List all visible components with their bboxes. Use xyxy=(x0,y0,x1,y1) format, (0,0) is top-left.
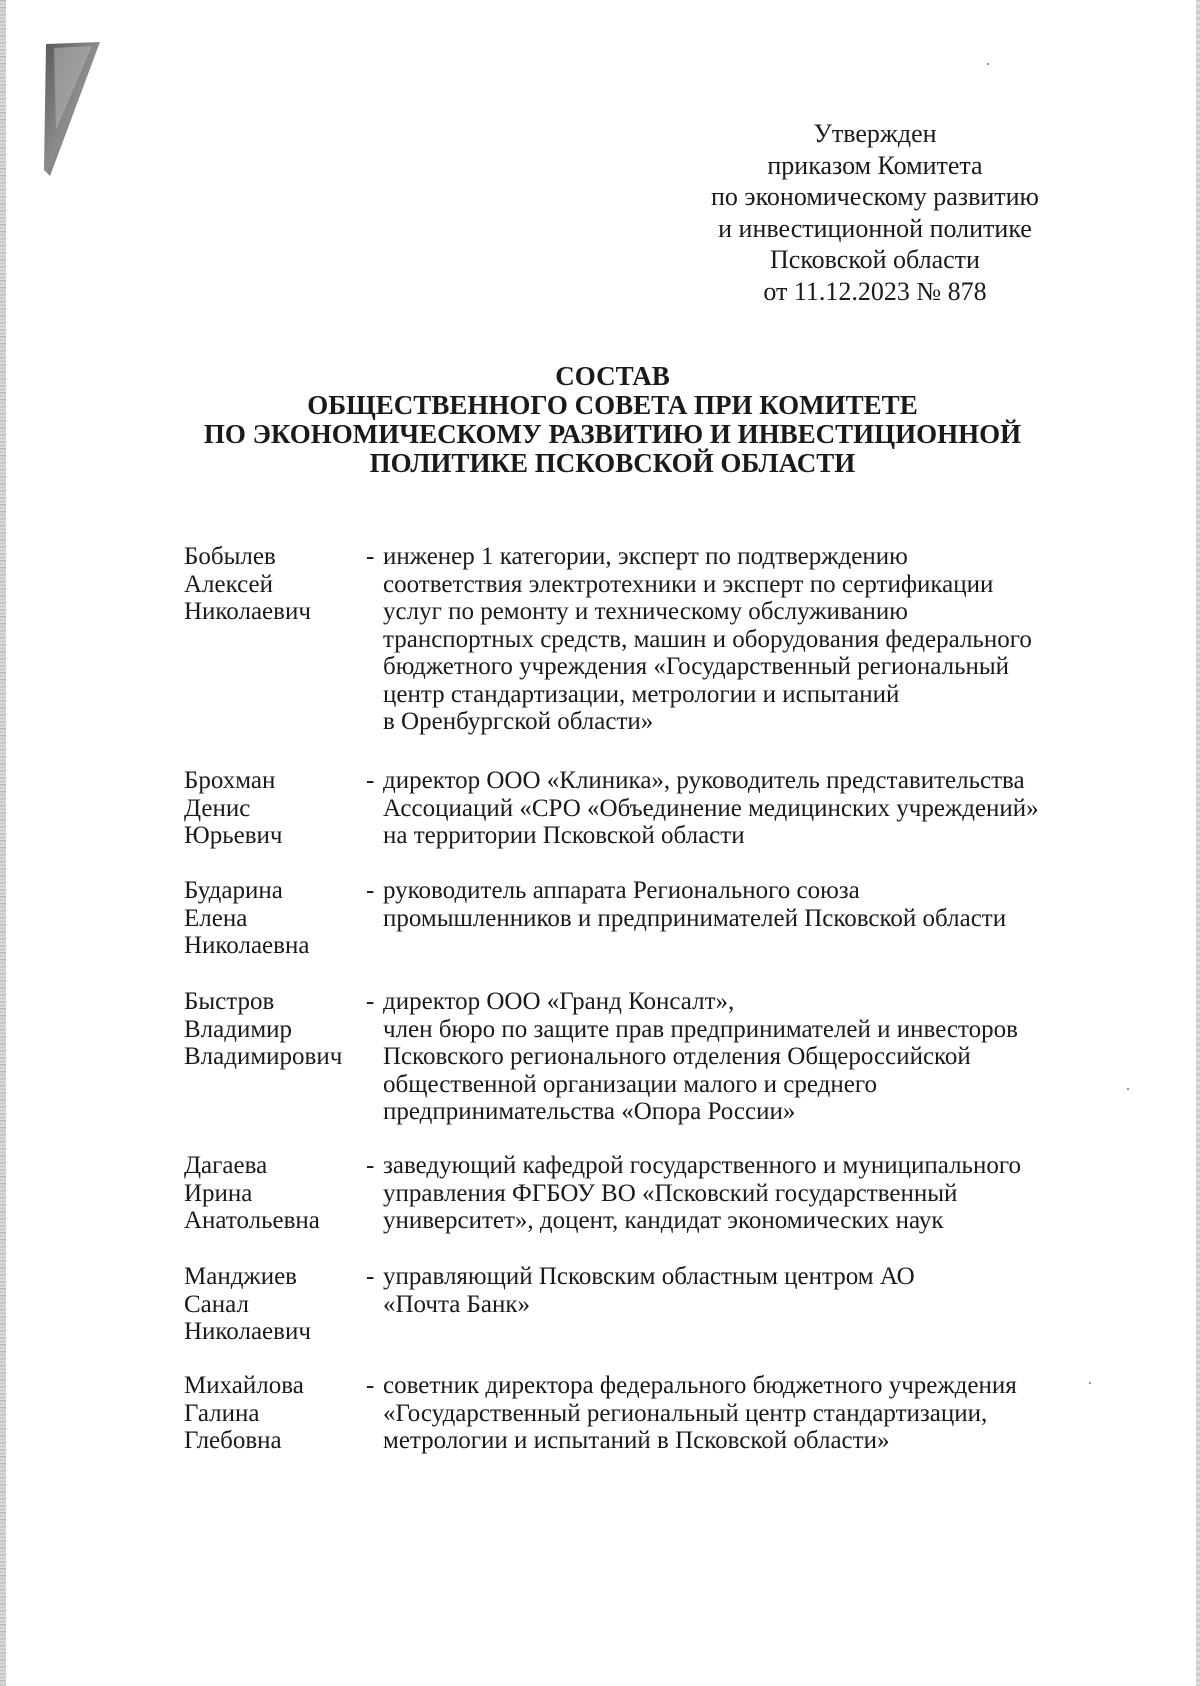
dash: - xyxy=(366,1263,375,1290)
patronymic: Владимирович xyxy=(184,1043,343,1070)
dash: - xyxy=(366,1152,375,1179)
first-name: Владимир xyxy=(184,1015,293,1043)
dash: - xyxy=(366,1372,375,1399)
surname: Брохман xyxy=(184,767,276,794)
approval-line: Псковской области xyxy=(770,245,980,274)
description-line: услуг по ремонту и техническому обслуживанию xyxy=(383,598,908,625)
surname: Михайлова xyxy=(184,1372,304,1399)
title-line: ПОЛИТИКЕ ПСКОВСКОЙ ОБЛАСТИ xyxy=(369,448,856,478)
description-line: соответствия электротехники и эксперт по сертификации xyxy=(383,570,994,598)
description-line: заведующий кафедрой государственного и муниципального xyxy=(383,1152,1021,1179)
member-description xyxy=(383,1372,1103,1455)
patronymic: Николаевич xyxy=(184,1318,311,1345)
member-name xyxy=(184,877,364,960)
member-name xyxy=(184,988,364,1071)
member-description xyxy=(383,543,1103,736)
corner-staple-mark-icon xyxy=(42,40,104,178)
member-name xyxy=(184,543,364,626)
surname: Бобылев xyxy=(184,543,276,570)
description-line: университет», доцент, кандидат экономических наук xyxy=(383,1207,944,1234)
scan-edge-right xyxy=(1196,0,1200,1686)
description-line: центр стандартизации, метрологии и испытаний xyxy=(383,680,900,708)
dash: - xyxy=(366,988,375,1015)
approval-line: приказом Комитета xyxy=(767,150,983,180)
description-line: на территории Псковской области xyxy=(383,822,745,849)
scan-edge-left xyxy=(0,0,6,1686)
dash: - xyxy=(366,767,375,794)
description-line: член бюро по защите прав предпринимателей и инвесторов xyxy=(383,1015,1018,1043)
first-name: Галина xyxy=(184,1399,260,1427)
member-description xyxy=(383,988,1103,1126)
description-line: руководитель аппарата Регионального союза xyxy=(383,877,860,904)
description-line: «Государственный региональный центр стандартизации, xyxy=(383,1399,988,1427)
first-name: Денис xyxy=(184,794,251,822)
surname: Быстров xyxy=(184,988,275,1015)
member-name xyxy=(184,767,364,850)
first-name: Алексей xyxy=(184,570,274,598)
description-line: транспортных средств, машин и оборудования федерального xyxy=(383,625,1032,653)
member-name xyxy=(184,1372,364,1455)
description-line: директор ООО «Клиника», руководитель представительства xyxy=(383,767,1025,794)
approval-line: по экономическому развитию xyxy=(711,182,1039,211)
patronymic: Николаевич xyxy=(184,598,311,625)
description-line: управляющий Псковским областным центром АО xyxy=(383,1263,915,1290)
member-description xyxy=(383,877,1103,932)
member-description xyxy=(383,1152,1103,1235)
description-line: директор ООО «Гранд Консалт», xyxy=(383,988,735,1015)
patronymic: Николаевна xyxy=(184,932,310,959)
description-line: общественной организации малого и среднего xyxy=(383,1070,877,1098)
description-line: «Почта Банк» xyxy=(383,1290,531,1318)
description-line: управления ФГБОУ ВО «Псковский государственный xyxy=(383,1179,958,1207)
scan-speck xyxy=(1127,1088,1129,1090)
surname: Бударина xyxy=(184,877,283,904)
patronymic: Глебовна xyxy=(184,1427,282,1454)
first-name: Ирина xyxy=(184,1179,253,1207)
patronymic: Анатольевна xyxy=(184,1207,320,1234)
dash: - xyxy=(366,877,375,904)
member-name xyxy=(184,1152,364,1235)
approval-line: и инвестиционной политике xyxy=(718,213,1032,243)
description-line: советник директора федерального бюджетного учреждения xyxy=(383,1372,1017,1399)
title-line: СОСТАВ xyxy=(555,361,670,391)
description-line: промышленников и предпринимателей Псковской области xyxy=(383,904,1007,932)
member-description xyxy=(383,1263,1103,1318)
description-line: в Оренбургской области» xyxy=(383,708,654,735)
approval-line: Утвержден xyxy=(813,119,937,148)
member-name xyxy=(184,1263,364,1346)
approval-stamp-block xyxy=(690,118,1060,307)
dash: - xyxy=(366,543,375,570)
description-line: Ассоциаций «СРО «Объединение медицинских учреждений» xyxy=(383,794,1039,822)
member-description xyxy=(383,767,1103,850)
title-line: ПО ЭКОНОМИЧЕСКОМУ РАЗВИТИЮ И ИНВЕСТИЦИОННОЙ xyxy=(203,419,1022,449)
description-line: Псковского регионального отделения Общероссийской xyxy=(383,1043,971,1070)
approval-line: от 11.12.2023 № 878 xyxy=(763,276,987,306)
scan-speck xyxy=(987,63,989,65)
surname: Манджиев xyxy=(184,1263,297,1290)
document-title xyxy=(150,362,1075,478)
surname: Дагаева xyxy=(184,1152,268,1179)
description-line: инженер 1 категории, эксперт по подтверждению xyxy=(383,543,908,570)
description-line: метрологии и испытаний в Псковской области» xyxy=(383,1427,890,1454)
first-name: Санал xyxy=(184,1290,249,1318)
description-line: бюджетного учреждения «Государственный региональный xyxy=(383,653,1010,680)
title-line: ОБЩЕСТВЕННОГО СОВЕТА ПРИ КОМИТЕТЕ xyxy=(307,390,918,420)
patronymic: Юрьевич xyxy=(184,822,283,849)
description-line: предпринимательства «Опора России» xyxy=(383,1098,796,1125)
first-name: Елена xyxy=(184,904,248,932)
